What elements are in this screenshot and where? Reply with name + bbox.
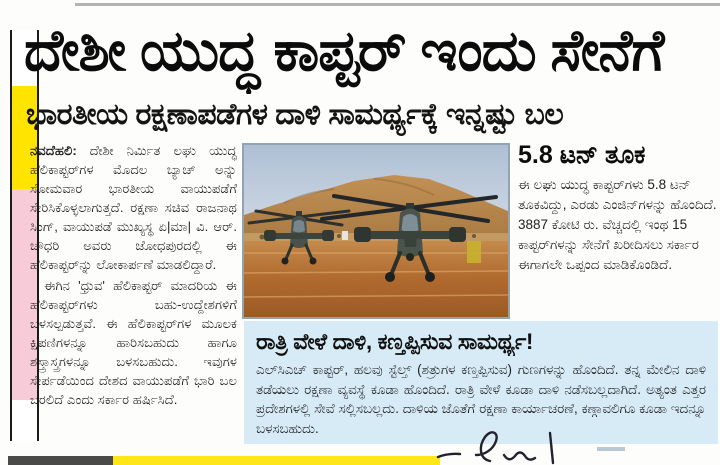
lch-helicopters-photo (242, 143, 510, 319)
body-paragraph-2: ಈಗಿನ 'ಧ್ರುವ' ಹೆಲಿಕಾಪ್ಟರ್ ಮಾದರಿಯ ಈ ಹೆಲಿಕಾಪ್ಟರ್‌ಗಳು ಬಹು-ಉದ್ದೇಶಗಳಿಗೆ ಬಳಸಲ್ಪಡುತ್ತವೆ. ಈ ಹೆಲಿಕಾಪ್ಟರ್‌ಗಳ ಮೂಲಕ ಕ್ಷಿಪಣಿಗಳನ್ನೂ ಹಾರಿಸಬಹುದು ಹಾಗೂ ಶಸ್ತ್ರಾಸ್ತ್ರಗಳನ್ನೂ ಬಳಸಬಹುದು. ಇವುಗಳ ಸೇರ್ಪಡೆಯಿಂದ ದೇಶದ ವಾಯುಪಡೆಗೆ ಭಾರಿ ಬಲ ಬರಲಿದೆ ಎಂದು ಸರ್ಕಾರ ಹರ್ಷಿಸಿದೆ. (30, 278, 237, 407)
article-body-column (30, 141, 237, 447)
sidebar-heading: 5.8 ಟನ್ ತೂಕ (518, 141, 646, 169)
handwritten-signature (432, 427, 672, 465)
body-paragraph-1 (30, 141, 237, 274)
bottom-rule-yellow-segment (113, 456, 440, 465)
dateline: ನವದೆಹಲಿ: (30, 143, 77, 158)
article-headline: ದೇಶೀ ಯುದ್ಧ ಕಾಪ್ಟರ್ ಇಂದು ಸೇನೆಗೆ (24, 19, 664, 83)
sidebar-body: ಈ ಲಘು ಯುದ್ಧ ಕಾಪ್ಟರ್‌ಗಳು 5.8 ಟನ್ ತೂಕವಿದ್ದು, ಎರಡು ಎಂಜಿನ್‌ಗಳನ್ನು ಹೊಂದಿದೆ. 3887 ಕೋಟಿ ರು. ವೆಚ್ಚದಲ್ಲಿ ಇಂಥ 15 ಕಾಪ್ಟರ್‌ಗಳನ್ನು ಸೇನೆಗೆ ಖರೀದಿಸಲು ಸರ್ಕಾರ ಈಗಾಗಲೇ ಒಪ್ಪಂದ ಮಾಡಿಕೊಂಡಿದೆ. (518, 177, 717, 272)
body-paragraph-1-text: ದೇಶೀ ನಿರ್ಮಿತ ಲಘು ಯುದ್ಧ ಹೆಲಿಕಾಪ್ಟರ್‌ಗಳ ಮೊದಲ ಬ್ಯಾಚ್ ಅನ್ನು ಸೋಮವಾರ ಭಾರತೀಯ ವಾಯುಪಡೆಗೆ ಸೇರಿಸಿಕೊಳ್ಳಲಾಗುತ್ತದೆ. ರಕ್ಷಣಾ ಸಚಿವ ರಾಜನಾಥ ಸಿಂಗ್, ವಾಯುಪಡೆ ಮುಖ್ಯಸ್ಥ ಏ|ಮಾ| ವಿ. ಆರ್. ಚೌಧರಿ ಅವರು ಜೋಧಪುರದಲ್ಲಿ ಈ ಹೆಲಿಕಾಪ್ಟರ್‌ನ್ನು ಲೋಕಾರ್ಪಣೆ ಮಾಡಲಿದ್ದಾರೆ. (30, 143, 237, 272)
article-subheadline: ಭಾರತೀಯ ರಕ್ಷಣಾಪಡೆಗಳ ದಾಳಿ ಸಾಮರ್ಥ್ಯಕ್ಕೆ ಇನ್ನಷ್ಟು ಬಲ (26, 98, 564, 131)
bottom-rule-dark-segment (8, 456, 113, 465)
highlight-body: ಎಲ್‌ಸಿಎಚ್ ಕಾಪ್ಟರ್, ಹಲವು ಸ್ಟೆಲ್ತ್ (ಶತ್ರುಗಳ ಕಣ್ತಪ್ಪಿಸುವ) ಗುಣಗಳನ್ನು ಹೊಂದಿದೆ. ತನ್ನ ಮೇಲಿನ ದಾಳಿ ತಡೆಯಲು ರಕ್ಷಣಾ ವ್ಯವಸ್ಥೆ ಕೂಡಾ ಹೊಂದಿದೆ. ರಾತ್ರಿ ವೇಳೆ ಕೂಡಾ ದಾಳಿ ನಡೆಸಬಲ್ಲದಾಗಿದೆ. ಅತ್ಯಂತ ಎತ್ತರ ಪ್ರದೇಶಗಳಲ್ಲಿ ಸೇವೆ ಸಲ್ಲಿಸಬಲ್ಲದು. ದಾಳಿಯ ಜೊತೆಗೆ ರಕ್ಷಣಾ ಕಾರ್ಯಾಚರಣೆ, ಕಣ್ಗಾವಲಿಗೂ ಕೂಡಾ ಇದನ್ನೂ ಬಳಸಬಹುದು. (256, 362, 706, 436)
helicopter-photo-illustration (244, 145, 508, 317)
highlight-box (244, 321, 718, 444)
top-rule (75, 3, 720, 6)
sidebar-column (518, 139, 720, 309)
highlight-heading: ರಾತ್ರಿ ವೇಳೆ ದಾಳಿ, ಕಣ್ತಪ್ಪಿಸುವ ಸಾಮರ್ಥ್ಯ! (256, 329, 533, 354)
